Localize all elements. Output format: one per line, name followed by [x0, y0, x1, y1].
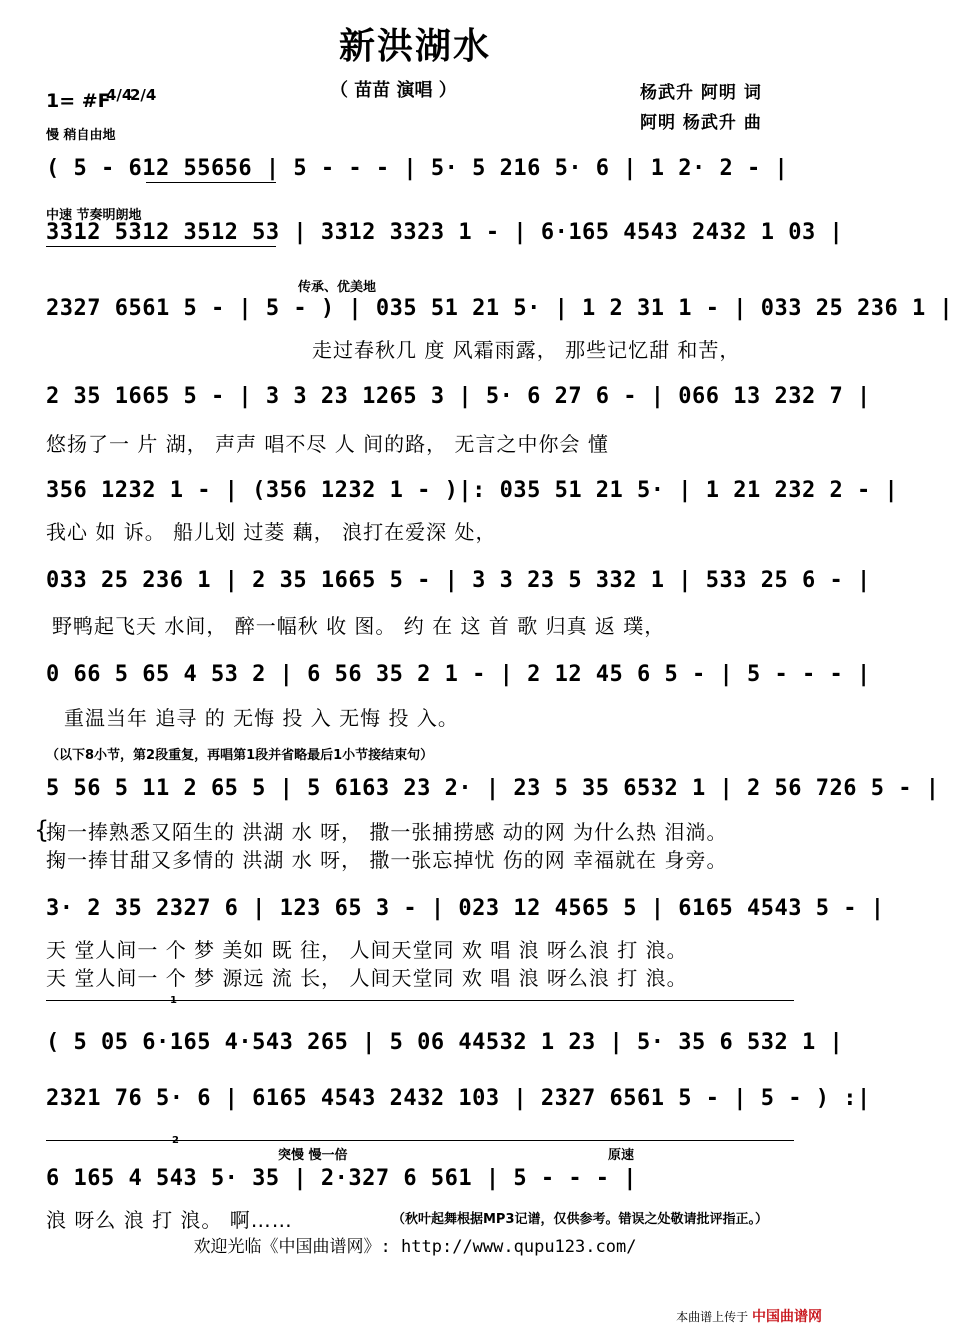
- time-signature-a: 4/4: [106, 86, 133, 104]
- lyric-line: 悠扬了一 片 湖， 声声 唱不尽 人 间的路， 无言之中你会 懂: [46, 432, 609, 456]
- notation-row: ( 5 05 6·165 4·543 265 | 5 06 44532 1 23 | 5· 35 6 532 1 |: [46, 1030, 844, 1055]
- footer-link-text[interactable]: 欢迎光临《中国曲谱网》: http://www.qupu123.com/: [193, 1237, 637, 1257]
- lyric-line: 天 堂人间一 个 梦 美如 既 往， 人间天堂同 欢 唱 浪 呀么浪 打 浪。: [46, 938, 688, 962]
- notation-row: ( 5 - 612 55656 | 5 - - - | 5· 5 216 5· 6 | 1 2· 2 - |: [46, 156, 789, 181]
- performance-note: （以下8小节，第2段重复，再唱第1段并省略最后1小节接结束句）: [46, 748, 434, 763]
- tempo-verse: 传承、优美地: [298, 280, 377, 295]
- notation-row: 6 165 4 543 5· 35 | 2·327 6 561 | 5 - - - |: [46, 1166, 638, 1191]
- lyric-line: 野鸭起飞天 水间， 醉一幅秋 收 图。 约 在 这 首 歌 归真 返 璞，: [52, 614, 666, 638]
- notation-row: 0 66 5 65 4 53 2 | 6 56 35 2 1 - | 2 12 45 6 5 - | 5 - - - |: [46, 662, 871, 687]
- notation-row: 3312 5312 3512 53 | 3312 3323 1 - | 6·165 4543 2432 1 03 |: [46, 220, 844, 245]
- lyric-line-2: 掬一捧甘甜又多情的 洪湖 水 呀， 撒一张忘掉忧 伤的网 幸福就在 身旁。: [46, 848, 728, 872]
- volta-1-line: [46, 1000, 794, 1001]
- notation-row: 2 35 1665 5 - | 3 3 23 1265 3 | 5· 6 27 6 - | 066 13 232 7 |: [46, 384, 871, 409]
- source-note: （秋叶起舞根据MP3记谱，仅供参考。错误之处敬请批评指正。）: [392, 1212, 769, 1227]
- key-signature: 1= #F: [46, 90, 111, 112]
- lyric-line: 浪 呀么 浪 打 浪。 啊……: [46, 1208, 293, 1232]
- tempo-intro: 慢 稍自由地: [46, 128, 116, 143]
- lyric-line: 走过春秋几 度 风霜雨露， 那些记忆甜 和苦，: [312, 338, 741, 362]
- volta-2-line: [46, 1140, 794, 1141]
- page-title: 新洪湖水: [338, 26, 491, 67]
- notation-row: 5 56 5 11 2 65 5 | 5 6163 23 2· | 23 5 35 6532 1 | 2 56 726 5 - |: [46, 776, 940, 801]
- lyric-line: 掬一捧熟悉又陌生的 洪湖 水 呀， 撒一张捕捞感 动的网 为什么热 泪淌。: [46, 820, 728, 844]
- lyricist-credit: 杨武升 阿明 词: [640, 83, 762, 103]
- upload-badge: [676, 1306, 822, 1326]
- lyric-line-2: 天 堂人间一 个 梦 源远 流 长， 人间天堂同 欢 唱 浪 呀么浪 打 浪。: [46, 966, 688, 990]
- tempo-slow: 突慢 慢一倍: [278, 1148, 348, 1163]
- lyric-line: 我心 如 诉。 船儿划 过菱 藕， 浪打在爱深 处，: [46, 520, 497, 544]
- upload-note: 本曲谱上传于: [676, 1310, 749, 1324]
- composer-credit: 阿明 杨武升 曲: [640, 113, 762, 133]
- singer-credit: （ 苗苗 演唱 ）: [330, 80, 457, 101]
- tempo-mid: 中速 节奏明朗地: [46, 208, 142, 223]
- lyric-line: 重温当年 追寻 的 无悔 投 入 无悔 投 入。: [64, 706, 459, 730]
- tempo-original: 原速: [608, 1148, 635, 1163]
- time-signature-b: 2/4: [130, 86, 157, 104]
- volta-1-label: 1: [170, 995, 177, 1006]
- volta-2-label: 2: [172, 1135, 179, 1146]
- site-logo: 中国曲谱网: [752, 1309, 822, 1325]
- verse-brace: {: [34, 816, 51, 844]
- notation-row: 2327 6561 5 - | 5 - ) | 035 51 21 5· | 1 2 31 1 - | 033 25 236 1 |: [46, 296, 953, 321]
- notation-row: 2321 76 5· 6 | 6165 4543 2432 103 | 2327 6561 5 - | 5 - ) :|: [46, 1086, 871, 1111]
- notation-row: 356 1232 1 - | (356 1232 1 - )|: 035 51 21 5· | 1 21 232 2 - |: [46, 478, 899, 503]
- notation-row: 3· 2 35 2327 6 | 123 65 3 - | 023 12 4565 5 | 6165 4543 5 - |: [46, 896, 885, 921]
- notation-row: 033 25 236 1 | 2 35 1665 5 - | 3 3 23 5 332 1 | 533 25 6 - |: [46, 568, 871, 593]
